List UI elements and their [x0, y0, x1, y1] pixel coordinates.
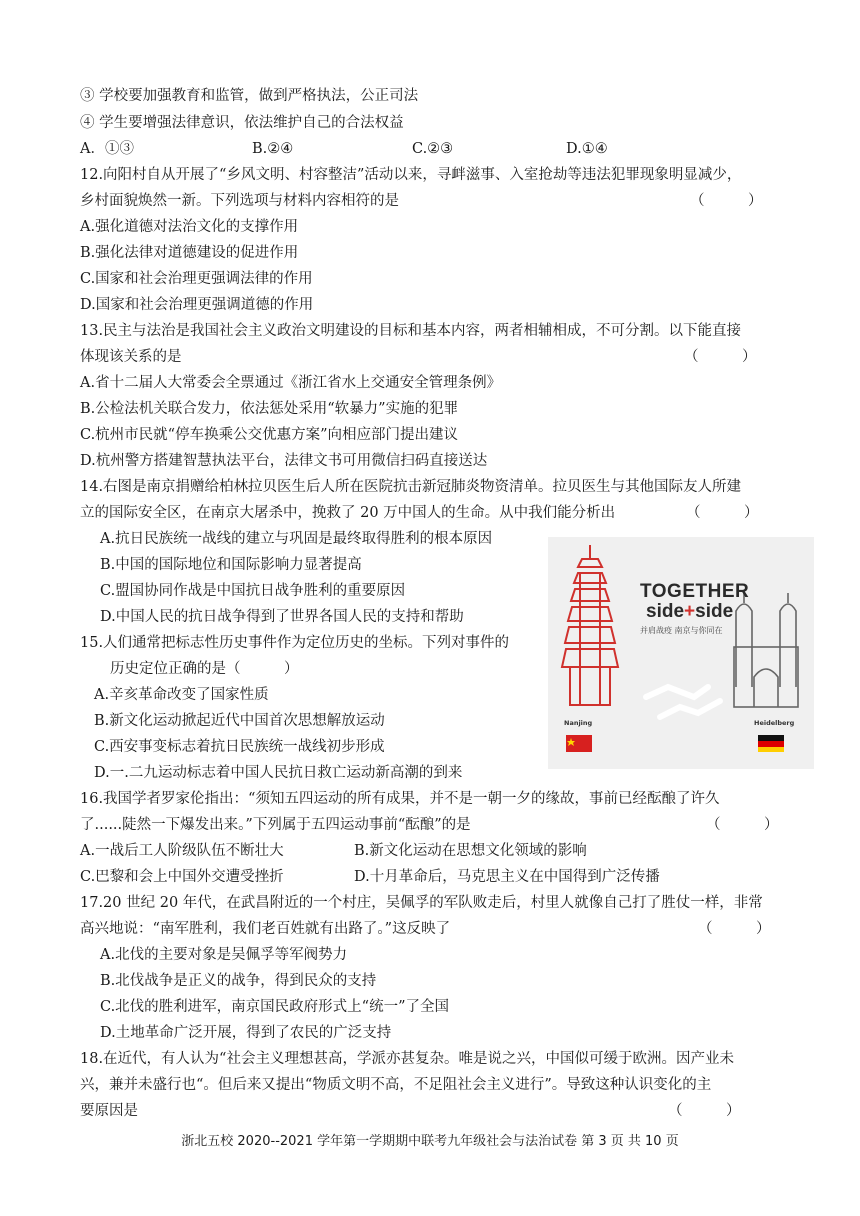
q12-stem-2: 乡村面貌焕然一新。下列选项与材料内容相符的是: [80, 193, 399, 209]
pagoda-icon: [562, 545, 618, 705]
q13-stem-2: 体现该关系的是: [80, 349, 182, 365]
q17-stem-1: 17.20 世纪 20 年代，在武昌附近的一个村庄，吴佩孚的军队败走后，村里人就像自己打了胜仗一样，非常: [80, 895, 763, 911]
q16-option-c: C.巴黎和会上中国外交遭受挫折: [80, 869, 284, 885]
q15-stem-1: 15.人们通常把标志性历史事件作为定位历史的坐标。下列对事件的: [80, 635, 510, 651]
q17-stem-2: 高兴地说：“南军胜利，我们老百姓就有出路了。”这反映了: [80, 921, 451, 937]
poster-subtitle: 并肩战疫 南京与你同在: [640, 626, 723, 635]
q12-stem-1: 12.向阳村自从开展了“乡风文明、村容整洁”活动以来，寻衅滋事、入室抢劫等违法犯罪现象明显减少，: [80, 167, 742, 183]
q13-option-b: B.公检法机关联合发力，依法惩处采用“软暴力”实施的犯罪: [80, 401, 459, 417]
q18-answer-paren: （ ）: [668, 1103, 741, 1119]
city-gate-icon: [734, 593, 798, 707]
q17-option-a: A.北伐的主要对象是吴佩孚等军阀势力: [100, 947, 348, 963]
q11-option-a: A．①③: [80, 141, 134, 157]
q13-option-a: A.省十二届人大常委会全票通过《浙江省水上交通安全管理条例》: [80, 375, 502, 391]
q18-stem-3: 要原因是: [80, 1103, 138, 1119]
q11-option-b: B.②④: [252, 141, 294, 157]
poster-side-right: side: [695, 601, 734, 622]
together-side-by-side-poster: [548, 537, 814, 769]
q16-option-a: A.一战后工人阶级队伍不断壮大: [80, 843, 284, 859]
q11-option-c: C.②③: [412, 141, 454, 157]
q14-option-b: B.中国的国际地位和国际影响力显著提高: [100, 557, 362, 573]
q15-option-c: C.西安事变标志着抗日民族统一战线初步形成: [94, 739, 385, 755]
poster-title: TOGETHER: [640, 581, 750, 602]
q16-option-d: D.十月革命后，马克思主义在中国得到广泛传播: [354, 869, 660, 885]
q18-stem-2: 兴，兼并未盛行也“。但后来又提出“物质文明不高，不足阻社会主义进行”。导致这种认识变化的主: [80, 1077, 712, 1093]
q15-option-a: A.辛亥革命改变了国家性质: [94, 687, 269, 703]
q15-option-b: B.新文化运动掀起近代中国首次思想解放运动: [94, 713, 385, 729]
q14-stem-1: 14.右图是南京捐赠给柏林拉贝医生后人所在医院抗击新冠肺炎物资清单。拉贝医生与其他国际友人所建: [80, 479, 742, 495]
q13-answer-paren: （ ）: [684, 349, 757, 365]
q12-option-c: C.国家和社会治理更强调法律的作用: [80, 271, 313, 287]
poster-plus: +: [684, 601, 696, 622]
city-label-heidelberg: Heidelberg: [754, 719, 795, 727]
city-label-nanjing: Nanjing: [564, 719, 593, 727]
q16-option-b: B.新文化运动在思想文化领域的影响: [354, 843, 587, 859]
q17-answer-paren: （ ）: [698, 921, 771, 937]
poster-side-left: side: [646, 601, 685, 622]
statement-3: ③ 学校要加强教育和监管，做到严格执法，公正司法: [80, 88, 419, 104]
q17-option-d: D.土地革命广泛开展，得到了农民的广泛支持: [100, 1025, 392, 1041]
q16-answer-paren: （ ）: [706, 817, 779, 833]
q12-option-a: A.强化道德对法治文化的支撑作用: [80, 219, 299, 235]
poster-title-line2: [646, 601, 733, 623]
q12-option-d: D.国家和社会治理更强调道德的作用: [80, 297, 314, 313]
q13-option-d: D.杭州警方搭建智慧执法平台，法律文书可用微信扫码直接送达: [80, 453, 488, 469]
q16-stem-2: 了......陡然一下爆发出来。”下列属于五四运动事前“酝酿”的是: [80, 817, 471, 833]
q18-stem-1: 18.在近代，有人认为“社会主义理想甚高，学派亦甚复杂。唯是说之兴，中国似可缓于欧洲。因产业未: [80, 1051, 734, 1067]
q12-option-b: B.强化法律对道德建设的促进作用: [80, 245, 299, 261]
q16-stem-1: 16.我国学者罗家伦指出：“须知五四运动的所有成果，并不是一朝一夕的缘故，事前已经酝酿了许久: [80, 791, 720, 807]
q14-option-d: D.中国人民的抗日战争得到了世界各国人民的支持和帮助: [100, 609, 464, 625]
q11-option-d: D.①④: [566, 141, 608, 157]
q14-option-c: C.盟国协同作战是中国抗日战争胜利的重要原因: [100, 583, 406, 599]
q17-option-c: C.北伐的胜利进军，南京国民政府形式上“统一”了全国: [100, 999, 450, 1015]
poster-artwork: [548, 537, 814, 769]
q13-option-c: C.杭州市民就“停车换乘公交优惠方案”向相应部门提出建议: [80, 427, 459, 443]
statement-4: ④ 学生要增强法律意识，依法维护自己的合法权益: [80, 115, 404, 131]
germany-flag-icon: [758, 735, 784, 752]
q15-option-d: D.一.二九运动标志着中国人民抗日救亡运动新高潮的到来: [94, 765, 463, 781]
q14-answer-paren: （ ）: [686, 505, 759, 521]
page-footer: 浙北五校 2020--2021 学年第一学期期中联考九年级社会与法治试卷 第 3 页 共 10 页: [181, 1134, 679, 1149]
q17-option-b: B.北伐战争是正义的战争，得到民众的支持: [100, 973, 377, 989]
q12-answer-paren: （ ）: [690, 193, 763, 209]
q15-stem-2: 历史定位正确的是（ ）: [110, 661, 299, 677]
q14-stem-2: 立的国际安全区，在南京大屠杀中，挽救了 20 万中国人的生命。从中我们能分析出: [80, 505, 616, 521]
q14-option-a: A.抗日民族统一战线的建立与巩固是最终取得胜利的根本原因: [100, 531, 493, 547]
q13-stem-1: 13.民主与法治是我国社会主义政治文明建设的目标和基本内容，两者相辅相成，不可分割。以下能直接: [80, 323, 742, 339]
handshake-icon: [646, 687, 720, 717]
